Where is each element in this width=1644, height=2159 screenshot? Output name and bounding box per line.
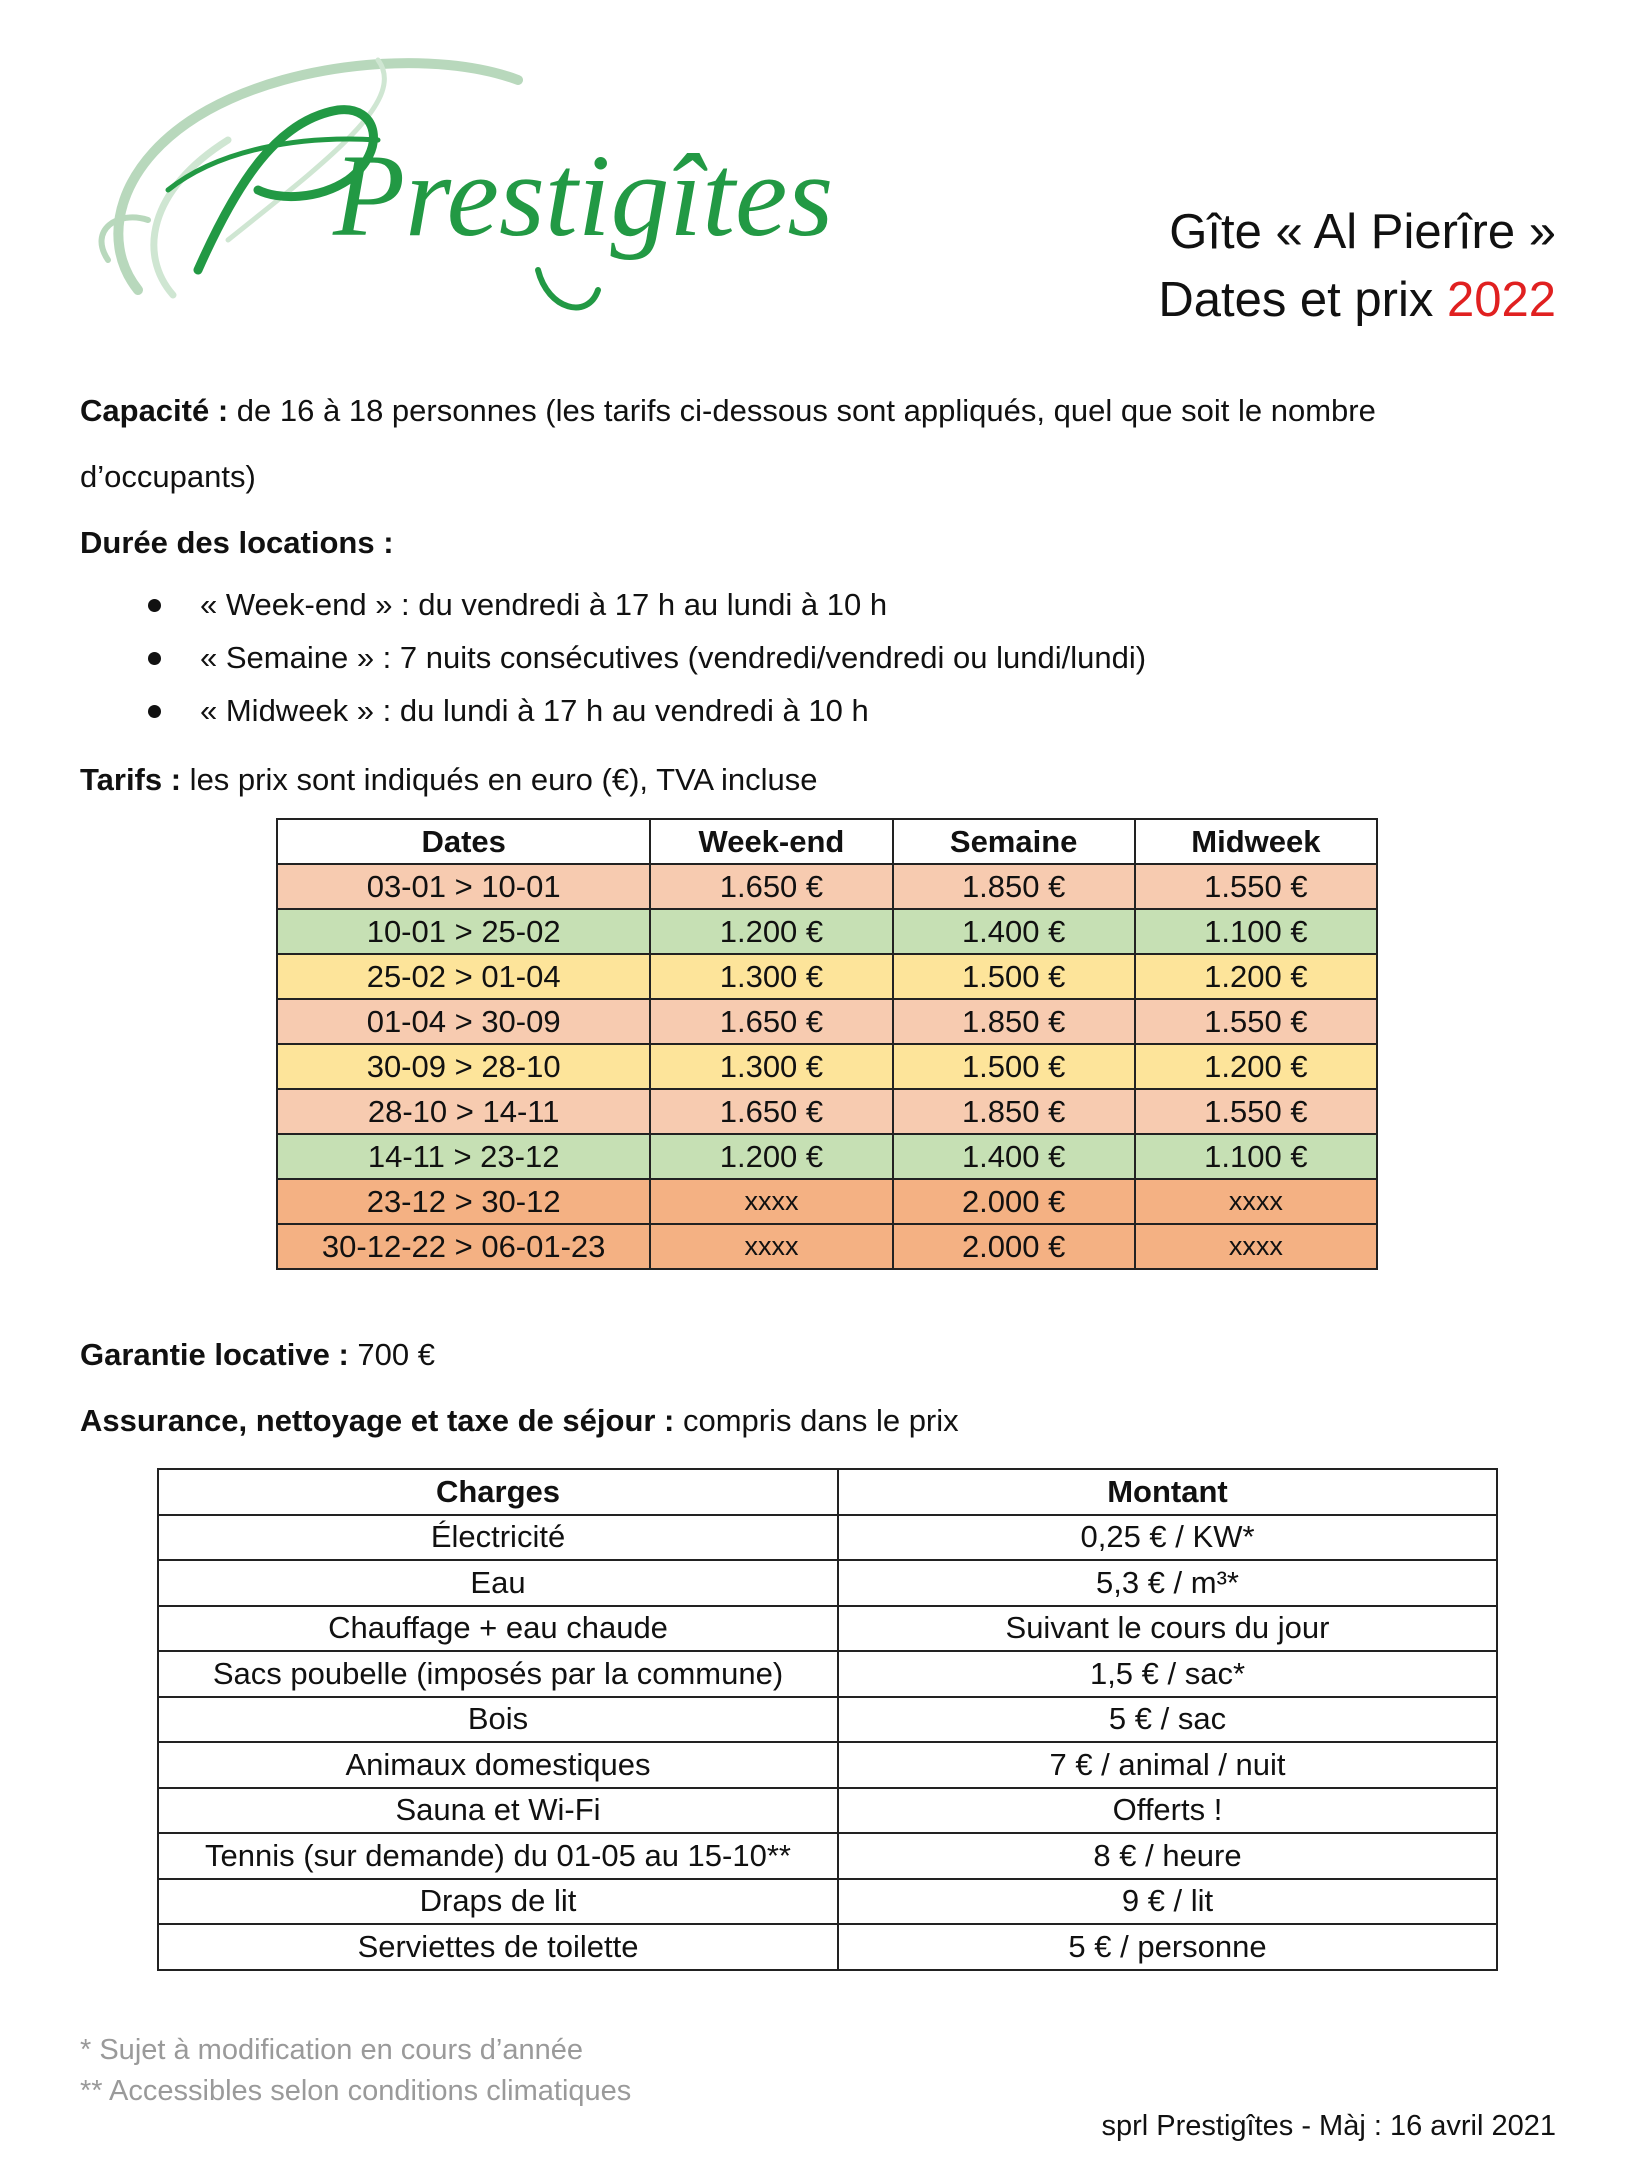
charge-name-cell: Tennis (sur demande) du 01-05 au 15-10** <box>158 1833 838 1879</box>
column-header-week: Semaine <box>893 819 1135 864</box>
assurance-text: compris dans le prix <box>674 1403 959 1438</box>
table-row <box>277 999 1377 1044</box>
table-cell: 23-12 > 30-12 <box>277 1179 650 1224</box>
table-row <box>158 1697 1497 1743</box>
table-row <box>158 1515 1497 1561</box>
assurance-line <box>80 1388 959 1454</box>
charge-amount-cell: 5 € / sac <box>838 1697 1497 1743</box>
charges-table-header <box>158 1469 1497 1515</box>
duration-label: Durée des locations : <box>80 525 394 560</box>
table-cell: 1.400 € <box>893 1134 1135 1179</box>
footer-credit: sprl Prestigîtes - Màj : 16 avril 2021 <box>1101 2110 1556 2142</box>
table-row <box>277 1179 1377 1224</box>
title-gite-name: Gîte « Al Pierîre » <box>1169 205 1556 259</box>
table-cell: 2.000 € <box>893 1179 1135 1224</box>
duration-list <box>80 578 1560 737</box>
table-cell: 30-09 > 28-10 <box>277 1044 650 1089</box>
tarifs-label: Tarifs : <box>80 762 182 797</box>
assurance-label: Assurance, nettoyage et taxe de séjour : <box>80 1403 675 1438</box>
table-cell: xxxx <box>650 1224 892 1269</box>
garantie-text: 700 € <box>348 1337 435 1372</box>
rental-info <box>80 378 1560 813</box>
charge-name-cell: Électricité <box>158 1515 838 1561</box>
garantie-label: Garantie locative : <box>80 1337 349 1372</box>
table-cell: 2.000 € <box>893 1224 1135 1269</box>
charge-amount-cell: 0,25 € / KW* <box>838 1515 1497 1561</box>
capacity-line-2: d’occupants) <box>80 459 256 494</box>
duration-item-week <box>200 631 1560 684</box>
capacity-line <box>80 378 1560 444</box>
table-row <box>158 1560 1497 1606</box>
table-cell: 1.550 € <box>1135 864 1377 909</box>
bullet-icon <box>148 599 161 612</box>
table-cell: 01-04 > 30-09 <box>277 999 650 1044</box>
price-table-header <box>277 819 1377 864</box>
table-cell: 1.100 € <box>1135 1134 1377 1179</box>
title-year: 2022 <box>1446 273 1556 327</box>
footnotes <box>80 2030 631 2112</box>
garantie-line <box>80 1322 959 1388</box>
table-cell: 1.200 € <box>1135 954 1377 999</box>
charge-amount-cell: 5 € / personne <box>838 1924 1497 1970</box>
extra-info <box>80 1322 959 1454</box>
table-cell: xxxx <box>650 1179 892 1224</box>
duration-item-weekend <box>200 578 1560 631</box>
bullet-icon <box>148 705 161 718</box>
bullet-icon <box>148 652 161 665</box>
footnote-1: * Sujet à modification en cours d’année <box>80 2034 583 2066</box>
table-cell: 25-02 > 01-04 <box>277 954 650 999</box>
table-row <box>158 1833 1497 1879</box>
table-row <box>277 1089 1377 1134</box>
column-header-midweek: Midweek <box>1135 819 1377 864</box>
duration-item-midweek <box>200 684 1560 737</box>
charge-name-cell: Animaux domestiques <box>158 1742 838 1788</box>
column-header-dates: Dates <box>277 819 650 864</box>
table-row <box>277 954 1377 999</box>
title-dates-prices <box>1158 266 1556 334</box>
logo-text: Prestigîtes <box>333 130 834 261</box>
footnote-2: ** Accessibles selon conditions climatiques <box>80 2075 632 2107</box>
table-row <box>277 1044 1377 1089</box>
table-cell: 1.850 € <box>893 1089 1135 1134</box>
table-cell: 1.650 € <box>650 999 892 1044</box>
table-cell: 1.550 € <box>1135 1089 1377 1134</box>
charge-amount-cell: Offerts ! <box>838 1788 1497 1834</box>
price-table <box>276 818 1378 1270</box>
table-cell: 14-11 > 23-12 <box>277 1134 650 1179</box>
table-cell: 1.850 € <box>893 999 1135 1044</box>
duration-item-text: « Week-end » : du vendredi à 17 h au lundi à 10 h <box>200 587 888 622</box>
table-cell: 1.650 € <box>650 864 892 909</box>
table-row <box>158 1742 1497 1788</box>
capacity-label: Capacité : <box>80 393 229 428</box>
charge-name-cell: Chauffage + eau chaude <box>158 1606 838 1652</box>
charge-amount-cell: 9 € / lit <box>838 1879 1497 1925</box>
tarifs-line <box>80 747 1560 813</box>
table-row <box>158 1651 1497 1697</box>
charge-name-cell: Sauna et Wi-Fi <box>158 1788 838 1834</box>
table-row <box>158 1606 1497 1652</box>
table-row <box>158 1788 1497 1834</box>
column-header-weekend: Week-end <box>650 819 892 864</box>
charge-amount-cell: 1,5 € / sac* <box>838 1651 1497 1697</box>
charge-name-cell: Sacs poubelle (imposés par la commune) <box>158 1651 838 1697</box>
title-dates-prices-label: Dates et prix <box>1158 273 1447 327</box>
table-row <box>277 1224 1377 1269</box>
tarifs-text: les prix sont indiqués en euro (€), TVA incluse <box>181 762 818 797</box>
page-title <box>1158 198 1556 334</box>
duration-item-text: « Semaine » : 7 nuits consécutives (vendredi/vendredi ou lundi/lundi) <box>200 640 1147 675</box>
charge-amount-cell: 5,3 € / m³* <box>838 1560 1497 1606</box>
charge-amount-cell: Suivant le cours du jour <box>838 1606 1497 1652</box>
charges-table <box>157 1468 1498 1971</box>
capacity-text: de 16 à 18 personnes (les tarifs ci-dessous sont appliqués, quel que soit le nombre <box>228 393 1376 428</box>
charge-name-cell: Bois <box>158 1697 838 1743</box>
charge-amount-cell: 8 € / heure <box>838 1833 1497 1879</box>
table-row <box>158 1924 1497 1970</box>
table-cell: 1.650 € <box>650 1089 892 1134</box>
table-cell: 1.500 € <box>893 954 1135 999</box>
table-row <box>277 909 1377 954</box>
table-cell: 1.200 € <box>650 1134 892 1179</box>
column-header-charges: Charges <box>158 1469 838 1515</box>
table-cell: xxxx <box>1135 1224 1377 1269</box>
table-cell: 1.550 € <box>1135 999 1377 1044</box>
charge-name-cell: Draps de lit <box>158 1879 838 1925</box>
charge-amount-cell: 7 € / animal / nuit <box>838 1742 1497 1788</box>
table-row <box>158 1879 1497 1925</box>
table-cell: 1.300 € <box>650 954 892 999</box>
table-cell: 1.200 € <box>1135 1044 1377 1089</box>
table-row <box>277 864 1377 909</box>
table-cell: 1.300 € <box>650 1044 892 1089</box>
charge-name-cell: Serviettes de toilette <box>158 1924 838 1970</box>
table-cell: 1.400 € <box>893 909 1135 954</box>
table-cell: 28-10 > 14-11 <box>277 1089 650 1134</box>
table-row <box>277 1134 1377 1179</box>
prestigites-logo <box>78 40 848 330</box>
table-cell: 1.500 € <box>893 1044 1135 1089</box>
column-header-amount: Montant <box>838 1469 1497 1515</box>
table-cell: 1.850 € <box>893 864 1135 909</box>
table-cell: xxxx <box>1135 1179 1377 1224</box>
table-cell: 03-01 > 10-01 <box>277 864 650 909</box>
table-cell: 1.200 € <box>650 909 892 954</box>
table-cell: 10-01 > 25-02 <box>277 909 650 954</box>
table-cell: 1.100 € <box>1135 909 1377 954</box>
duration-heading <box>80 510 1560 576</box>
duration-item-text: « Midweek » : du lundi à 17 h au vendredi à 10 h <box>200 693 869 728</box>
table-cell: 30-12-22 > 06-01-23 <box>277 1224 650 1269</box>
charge-name-cell: Eau <box>158 1560 838 1606</box>
